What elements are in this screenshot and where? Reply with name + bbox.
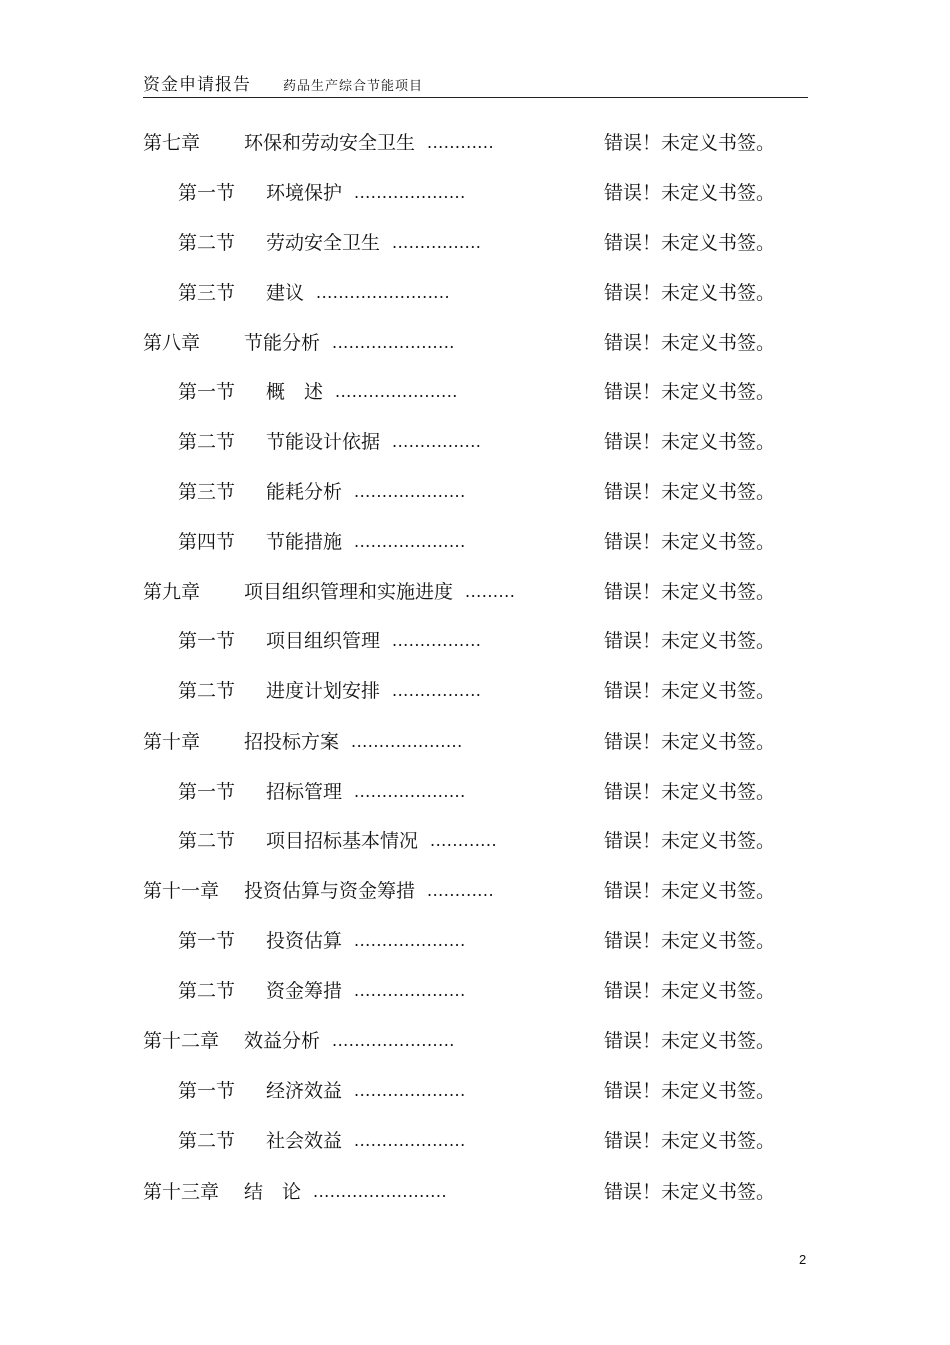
toc-section-entry[interactable] [0,777,950,807]
toc-entry-number: 第三节 [178,481,236,503]
toc-entry-title: 建议 [266,282,305,304]
toc-entry-title: 投资估算 [266,930,343,952]
toc-chapter-entry[interactable] [0,577,950,607]
toc-leader-dots: ................ [392,432,482,451]
toc-page-reference: 错误！未定义书签。 [604,132,776,154]
toc-section-entry[interactable] [0,477,950,507]
toc-chapter-entry[interactable] [0,1177,950,1207]
toc-entry-title: 节能设计依据 [266,431,381,453]
toc-section-entry[interactable] [0,976,950,1006]
toc-page-reference: 错误！未定义书签。 [604,531,776,553]
toc-leader-dots: .................... [354,183,466,202]
toc-leader-dots: .................... [354,931,466,950]
toc-entry-title: 环境保护 [266,182,343,204]
toc-leader-dots: ................ [392,233,482,252]
toc-page-reference: 错误！未定义书签。 [604,282,776,304]
toc-section-entry[interactable] [0,278,950,308]
toc-entry-number: 第二节 [178,1130,236,1152]
toc-section-entry[interactable] [0,427,950,457]
toc-entry-number: 第一节 [178,182,236,204]
toc-leader-dots: .................... [354,1131,466,1150]
toc-leader-dots: ......... [465,582,516,601]
toc-chapter-entry[interactable] [0,328,950,358]
toc-entry-title: 概 述 [266,381,324,403]
toc-leader-dots: ................ [392,681,482,700]
toc-page-reference: 错误！未定义书签。 [604,381,776,403]
toc-leader-dots: ........................ [316,283,451,302]
toc-entry-number: 第十二章 [143,1030,220,1052]
toc-leader-dots: ...................... [335,382,458,401]
toc-entry-number: 第二节 [178,431,236,453]
toc-page-reference: 错误！未定义书签。 [604,232,776,254]
toc-entry-number: 第九章 [143,581,201,603]
toc-section-entry[interactable] [0,926,950,956]
toc-section-entry[interactable] [0,676,950,706]
toc-entry-number: 第二节 [178,232,236,254]
toc-entry-title: 节能措施 [266,531,343,553]
header-divider [143,97,808,98]
toc-page-reference: 错误！未定义书签。 [604,731,776,753]
toc-page-reference: 错误！未定义书签。 [604,980,776,1002]
toc-section-entry[interactable] [0,626,950,656]
toc-leader-dots: ............ [427,133,495,152]
toc-page-reference: 错误！未定义书签。 [604,680,776,702]
toc-entry-number: 第一节 [178,781,236,803]
toc-entry-number: 第三节 [178,282,236,304]
toc-section-entry[interactable] [0,826,950,856]
toc-page-reference: 错误！未定义书签。 [604,332,776,354]
toc-page-reference: 错误！未定义书签。 [604,1030,776,1052]
toc-section-entry[interactable] [0,228,950,258]
toc-entry-number: 第二节 [178,830,236,852]
toc-leader-dots: .................... [351,732,463,751]
toc-leader-dots: ................ [392,631,482,650]
toc-page-reference: 错误！未定义书签。 [604,930,776,952]
toc-entry-title: 效益分析 [244,1030,321,1052]
toc-entry-title: 能耗分析 [266,481,343,503]
toc-entry-title: 项目组织管理 [266,630,381,652]
toc-entry-number: 第二节 [178,980,236,1002]
toc-leader-dots: .................... [354,782,466,801]
toc-entry-number: 第八章 [143,332,201,354]
toc-page-reference: 错误！未定义书签。 [604,431,776,453]
header-title: 资金申请报告 [143,75,251,95]
toc-entry-title: 环保和劳动安全卫生 [244,132,416,154]
toc-leader-dots: .................... [354,981,466,1000]
toc-page-reference: 错误！未定义书签。 [604,1080,776,1102]
toc-section-entry[interactable] [0,377,950,407]
page-number: 2 [799,1252,807,1267]
toc-entry-number: 第四节 [178,531,236,553]
toc-section-entry[interactable] [0,178,950,208]
toc-leader-dots: ............ [430,831,498,850]
toc-page-reference: 错误！未定义书签。 [604,182,776,204]
toc-entry-number: 第十三章 [143,1181,220,1203]
toc-section-entry[interactable] [0,1126,950,1156]
toc-entry-title: 投资估算与资金筹措 [244,880,416,902]
toc-leader-dots: .................... [354,1081,466,1100]
header-subtitle: 药品生产综合节能项目 [283,79,424,94]
toc-entry-title: 招投标方案 [244,731,340,753]
toc-entry-number: 第七章 [143,132,201,154]
toc-section-entry[interactable] [0,1076,950,1106]
toc-entry-title: 进度计划安排 [266,680,381,702]
toc-entry-number: 第一节 [178,930,236,952]
toc-entry-number: 第十章 [143,731,201,753]
toc-page-reference: 错误！未定义书签。 [604,581,776,603]
toc-page-reference: 错误！未定义书签。 [604,830,776,852]
toc-entry-number: 第十一章 [143,880,220,902]
toc-chapter-entry[interactable] [0,727,950,757]
toc-leader-dots: ............ [427,881,495,900]
toc-page-reference: 错误！未定义书签。 [604,880,776,902]
toc-section-entry[interactable] [0,527,950,557]
toc-entry-title: 结 论 [244,1181,302,1203]
toc-page-reference: 错误！未定义书签。 [604,630,776,652]
toc-entry-title: 劳动安全卫生 [266,232,381,254]
toc-entry-title: 项目招标基本情况 [266,830,419,852]
toc-chapter-entry[interactable] [0,876,950,906]
toc-leader-dots: .................... [354,532,466,551]
toc-page-reference: 错误！未定义书签。 [604,481,776,503]
toc-entry-number: 第一节 [178,1080,236,1102]
toc-entry-title: 节能分析 [244,332,321,354]
toc-leader-dots: ...................... [332,1031,455,1050]
toc-page-reference: 错误！未定义书签。 [604,1181,776,1203]
toc-entry-number: 第一节 [178,381,236,403]
toc-page-reference: 错误！未定义书签。 [604,1130,776,1152]
toc-leader-dots: .................... [354,482,466,501]
toc-entry-title: 资金筹措 [266,980,343,1002]
toc-leader-dots: ...................... [332,333,455,352]
toc-entry-title: 经济效益 [266,1080,343,1102]
toc-chapter-entry[interactable] [0,128,950,158]
toc-entry-number: 第一节 [178,630,236,652]
toc-leader-dots: ........................ [313,1182,448,1201]
toc-entry-title: 项目组织管理和实施进度 [244,581,454,603]
toc-entry-title: 招标管理 [266,781,343,803]
toc-page-reference: 错误！未定义书签。 [604,781,776,803]
toc-entry-title: 社会效益 [266,1130,343,1152]
toc-entry-number: 第二节 [178,680,236,702]
toc-chapter-entry[interactable] [0,1026,950,1056]
